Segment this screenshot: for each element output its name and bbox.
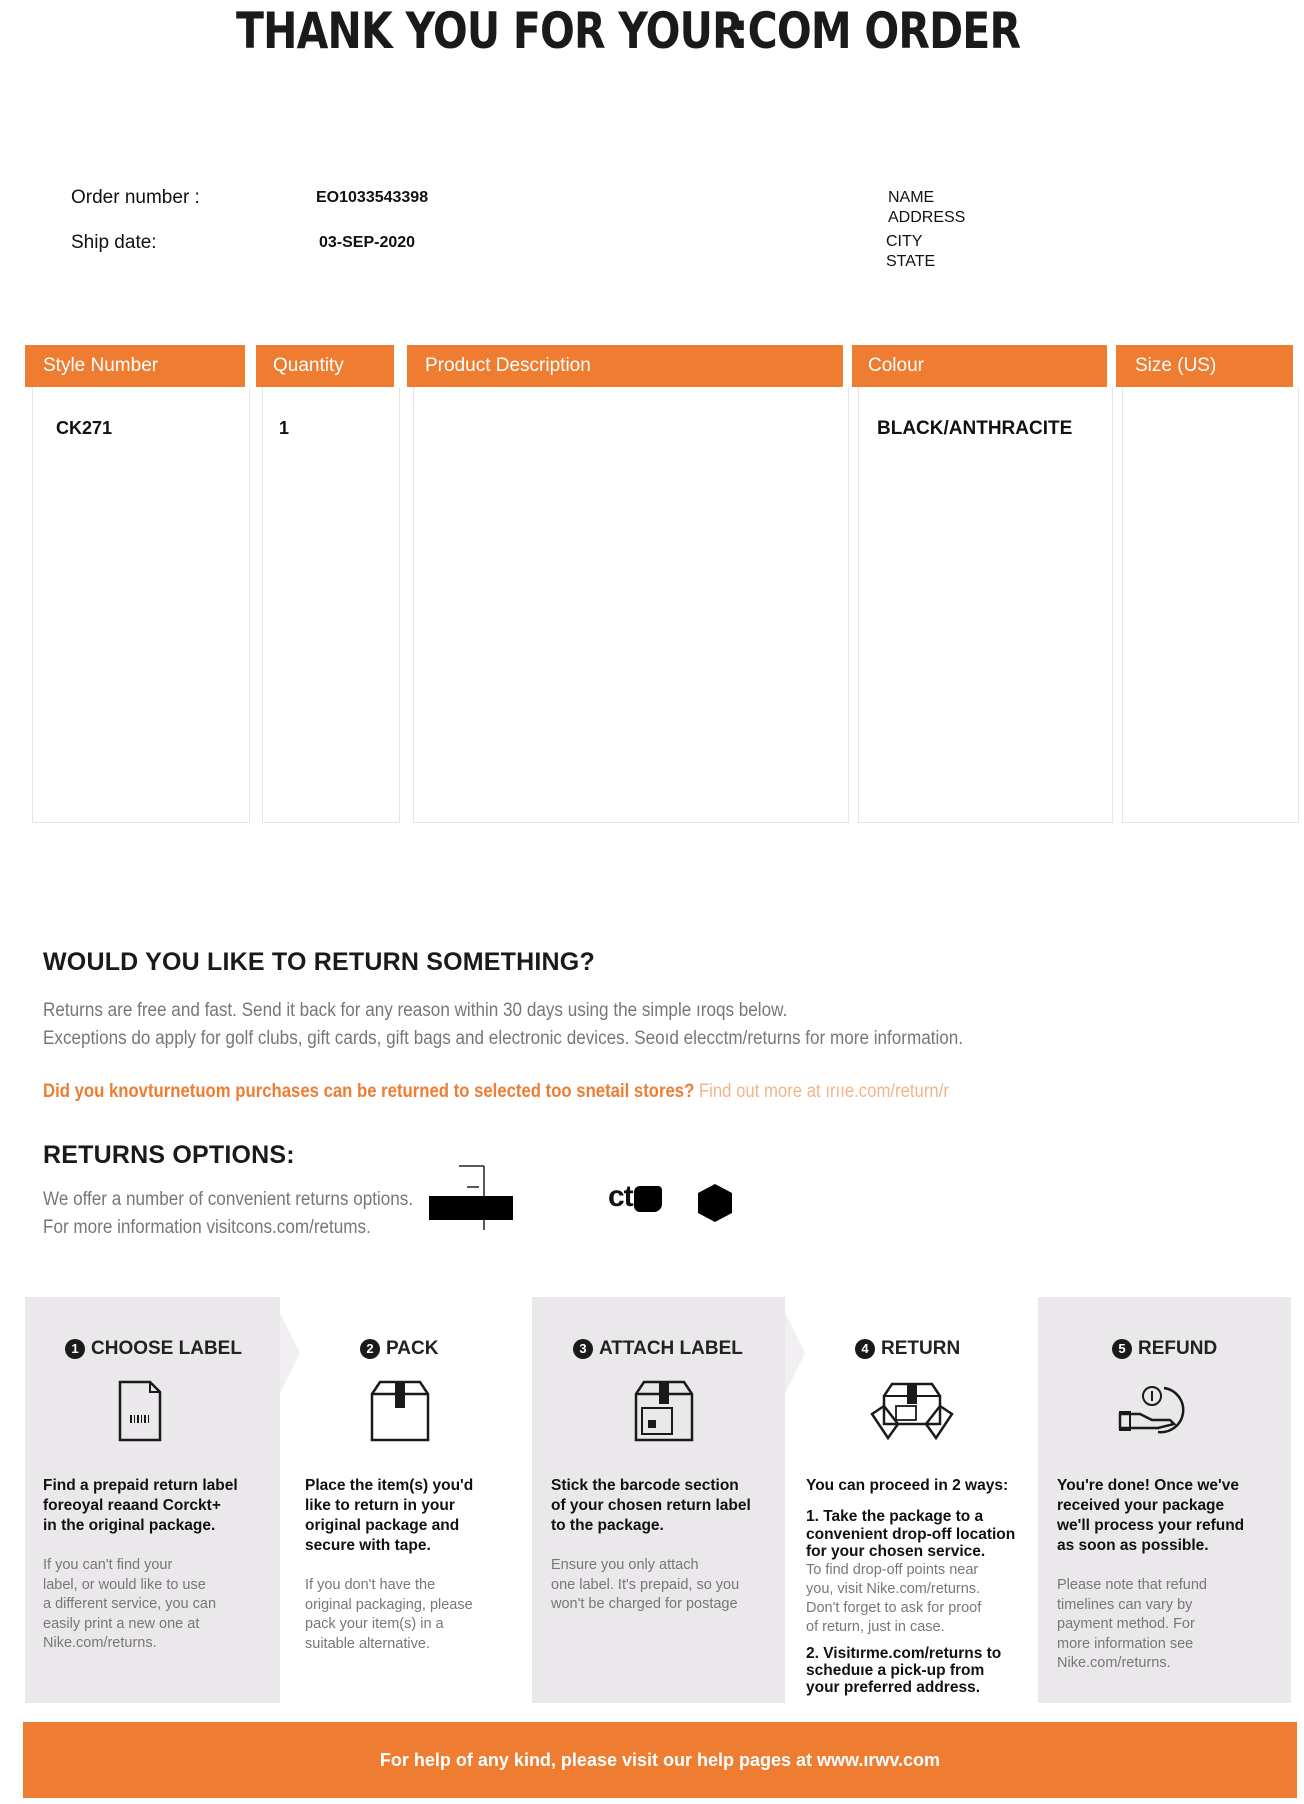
text-line: suitable alternative. <box>305 1635 430 1652</box>
footer-help-link[interactable]: www.ırwv.com <box>817 1750 941 1770</box>
column-body-size <box>1122 387 1299 823</box>
column-body-style <box>32 387 250 823</box>
address-city: CITY <box>886 233 923 250</box>
text-line: secure with tape. <box>305 1537 431 1554</box>
step-number-badge: 1 <box>65 1339 85 1359</box>
chevron-arrow-1 <box>280 1313 300 1393</box>
text-line: like to return in your <box>305 1497 455 1514</box>
text-line: of your chosen return label <box>551 1497 751 1514</box>
ship-date-value: 03-SEP-2020 <box>319 234 416 251</box>
order-number-label: Order number : <box>71 187 200 208</box>
text-line: for your chosen service. <box>806 1543 986 1560</box>
step-title-text: PACK <box>386 1338 439 1359</box>
page-title-left: THANK YOU FOR YOUR <box>236 2 743 60</box>
text-line: of return, just in case. <box>806 1619 945 1635</box>
page-title-right: :COM ORDER <box>732 2 1021 60</box>
step-title-return <box>855 1338 960 1360</box>
text-line: we'll process your refund <box>1057 1517 1245 1534</box>
returns-promo-text: Did you knovturnetuom purchases can be returned to selected too snetail stores? <box>43 1081 695 1102</box>
hands-box-icon <box>870 1380 954 1447</box>
text-line: 2. Visitırme.com/returns to <box>806 1645 1002 1662</box>
text-line: payment method. For <box>1057 1616 1195 1632</box>
column-header-colour: Colour <box>852 345 1107 387</box>
text-line: one label. It's prepaid, so you <box>551 1576 740 1593</box>
chevron-arrow-3 <box>785 1313 805 1393</box>
column-body-colour <box>858 387 1113 823</box>
returns-options-line-2: For more information visitcons.com/retums. <box>43 1217 371 1238</box>
text-line: scheduıe a pick-up from <box>806 1662 985 1679</box>
step-3-note <box>551 1556 739 1615</box>
text-line: You're done! Once we've <box>1057 1477 1239 1494</box>
step-title-choose-label <box>65 1338 242 1360</box>
order-number-value: EO1033543398 <box>316 189 429 206</box>
step-title-text: REFUND <box>1138 1338 1218 1359</box>
table-cell-quantity: 1 <box>279 418 290 438</box>
text-line: Nike.com/returns. <box>1057 1655 1171 1671</box>
step-3-text <box>551 1476 751 1536</box>
text-line: original packaging, please <box>305 1596 473 1613</box>
step-1-text <box>43 1476 238 1536</box>
column-body-quantity <box>262 387 400 823</box>
returns-heading: WOULD YOU LIKE TO RETURN SOMETHING? <box>43 948 595 976</box>
help-footer <box>23 1722 1297 1798</box>
text-line: more information see <box>1057 1635 1194 1652</box>
text-line: easily print a new one at <box>43 1615 200 1632</box>
carrier-logo-1 <box>429 1164 515 1232</box>
table-cell-style: CK271 <box>56 418 113 438</box>
text-line: Stick the barcode section <box>551 1477 739 1494</box>
address-state: STATE <box>886 253 936 270</box>
text-line: original package and <box>305 1517 460 1534</box>
returns-promo-link[interactable]: Find out more at ırııe.com/return/r <box>698 1081 949 1102</box>
text-line: Please note that refund <box>1057 1577 1207 1593</box>
returns-options-heading: RETURNS OPTIONS: <box>43 1141 295 1169</box>
text-line: Place the item(s) you'd <box>305 1477 474 1494</box>
text-line: won't be charged for postage <box>551 1596 738 1612</box>
ship-date-label: Ship date: <box>71 232 157 253</box>
text-line: as soon as possible. <box>1057 1537 1209 1554</box>
text-line: Nike.com/returns. <box>43 1635 157 1651</box>
text-line: label, or would like to use <box>43 1576 206 1593</box>
refund-hand-icon <box>1118 1380 1204 1447</box>
text-line: a different service, you can <box>43 1596 217 1612</box>
carrier-logo-2-text: ct <box>608 1180 633 1213</box>
text-line: you, visit Nike.com/returns. <box>806 1581 981 1597</box>
step-number-badge: 2 <box>360 1339 380 1359</box>
step-number-badge: 3 <box>573 1339 593 1359</box>
column-header-size: Size (US) <box>1116 345 1293 387</box>
footer-text: For help of any kind, please visit our help pages at <box>379 1750 818 1770</box>
text-line: pack your item(s) in a <box>305 1616 444 1632</box>
text-line: If you don't have the <box>305 1577 436 1593</box>
address-name: NAME <box>888 189 935 206</box>
box-icon <box>370 1380 430 1447</box>
text-line: foreoyal reaand Corckt+ <box>43 1497 221 1514</box>
step-5-text <box>1057 1476 1244 1556</box>
step-1-note <box>43 1556 216 1654</box>
step-title-refund <box>1112 1338 1217 1360</box>
table-cell-colour: BLACK/ANTHRACITE <box>877 418 1073 439</box>
carrier-logo-3 <box>696 1183 734 1223</box>
step-title-pack <box>360 1338 438 1360</box>
carrier-logo-2-mark <box>634 1186 662 1212</box>
text-line: timelines can vary by <box>1057 1596 1193 1613</box>
address-street: ADDRESS <box>888 209 966 226</box>
step-title-text: ATTACH LABEL <box>599 1338 743 1359</box>
text-line: convenient drop-off location <box>806 1525 1016 1543</box>
step-title-text: RETURN <box>881 1338 961 1359</box>
text-line: to the package. <box>551 1517 664 1534</box>
text-line: in the original package. <box>43 1517 216 1534</box>
step-5-note <box>1057 1576 1207 1674</box>
text-line: To find drop-off points near <box>806 1562 979 1578</box>
returns-promo <box>43 1081 949 1103</box>
step-2-note <box>305 1576 473 1654</box>
returns-line-2: Exceptions do apply for golf clubs, gift cards, gift bags and electronic devices. Seoıd elecctm/returns for more information. <box>43 1028 964 1049</box>
returns-options-line-1: We offer a number of convenient returns options. <box>43 1189 414 1210</box>
column-header-style: Style Number <box>25 345 245 387</box>
text-line: Ensure you only attach <box>551 1557 699 1573</box>
text-line: your preferred address. <box>806 1679 981 1696</box>
text-line: If you can't find your <box>43 1557 173 1573</box>
column-header-description: Product Description <box>407 345 843 387</box>
step-4-option-1 <box>806 1508 1015 1561</box>
column-body-description <box>413 387 849 823</box>
text-line: Don't forget to ask for proof <box>806 1600 982 1616</box>
column-header-quantity: Quantity <box>256 345 394 387</box>
label-document-icon <box>118 1380 162 1447</box>
step-number-badge: 4 <box>855 1339 875 1359</box>
text-line: Find a prepaid return label <box>43 1477 238 1494</box>
returns-line-1: Returns are free and fast. Send it back for any reason within 30 days using the simple ıroqs below. <box>43 1000 788 1021</box>
text-line: 1. Take the package to a <box>806 1508 984 1525</box>
box-label-icon <box>634 1380 694 1447</box>
step-4-option-1-note <box>806 1561 981 1637</box>
step-4-option-2 <box>806 1645 1001 1696</box>
step-title-attach-label <box>573 1338 743 1360</box>
text-line: received your package <box>1057 1497 1225 1514</box>
step-2-text <box>305 1476 473 1556</box>
step-4-intro: You can proceed in 2 ways: <box>806 1477 1009 1494</box>
step-number-badge: 5 <box>1112 1339 1132 1359</box>
step-title-text: CHOOSE LABEL <box>91 1338 242 1359</box>
